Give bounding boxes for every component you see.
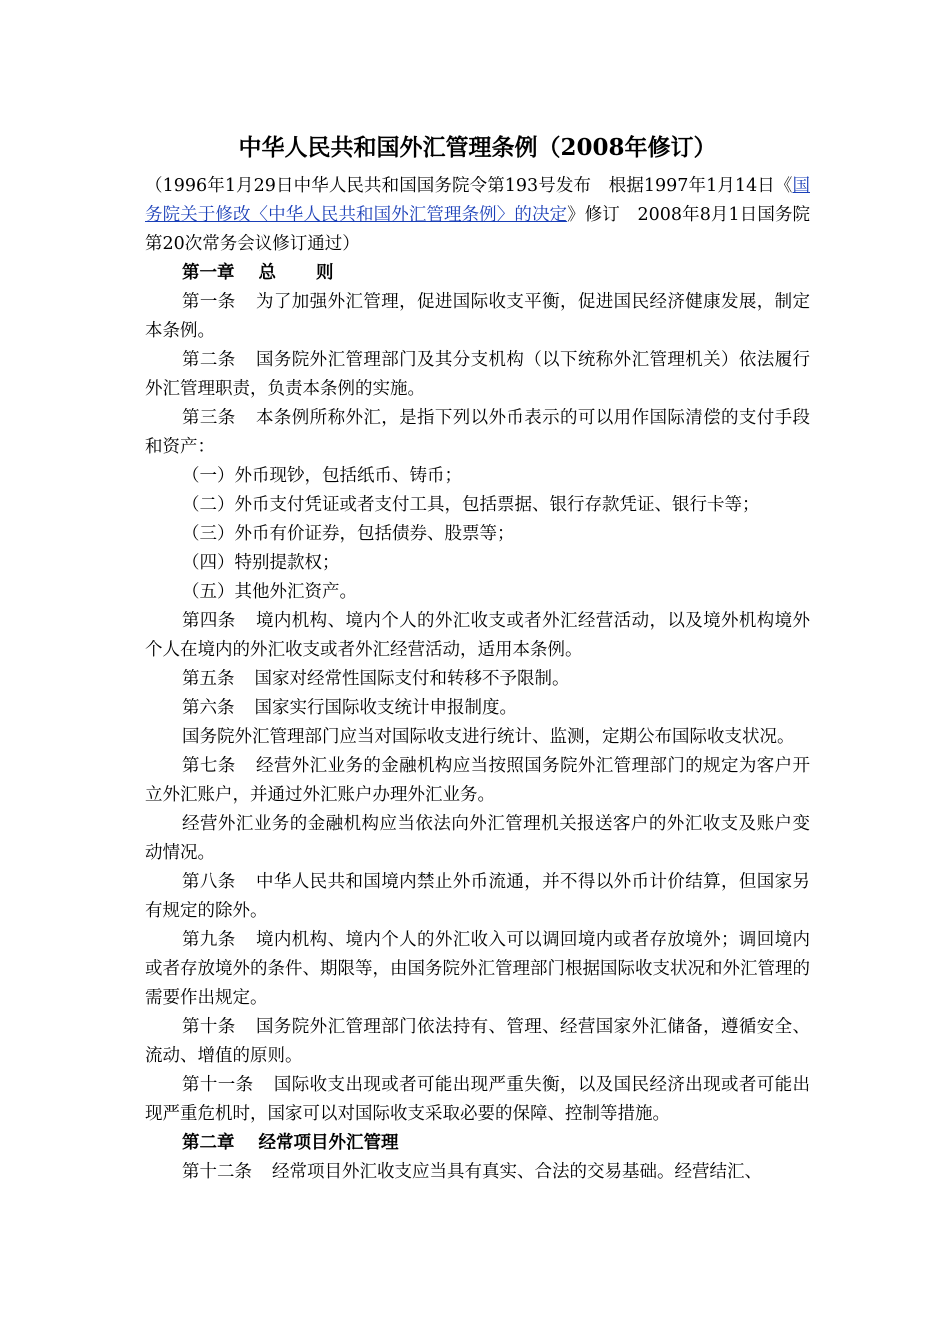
- article-number: 第七条: [182, 756, 236, 776]
- article-number: 第十一条: [182, 1075, 254, 1095]
- chapter-number: 第二章: [182, 1133, 235, 1153]
- article-number: 第六条: [182, 698, 235, 718]
- preamble-text-start: （1996年1月29日中华人民共和国国务院令第193号发布 根据1997年1月14日《: [145, 176, 793, 196]
- chapter-title-part: 则: [316, 263, 334, 283]
- article-number: 第二条: [182, 350, 236, 370]
- article-text: 国务院外汇管理部门依法持有、管理、经营国家外汇储备，遵循安全、流动、增值的原则。: [145, 1017, 811, 1066]
- article-10: [145, 1013, 810, 1071]
- article-6: [145, 694, 810, 723]
- article-text: 境内机构、境内个人的外汇收入可以调回境内或者存放境外；调回境内或者存放境外的条件、期限等，由国务院外汇管理部门根据国际收支状况和外汇管理的需要作出规定。: [145, 930, 811, 1008]
- article-text: 国家对经常性国际支付和转移不予限制。: [254, 669, 570, 689]
- article-12: [145, 1158, 810, 1187]
- article-number: 第五条: [182, 669, 235, 689]
- article-text: 为了加强外汇管理，促进国际收支平衡，促进国民经济健康发展，制定本条例。: [145, 292, 811, 341]
- article-5: [145, 665, 810, 694]
- article-number: 第十二条: [182, 1162, 252, 1182]
- article-text: 境内机构、境内个人的外汇收支或者外汇经营活动，以及境外机构境外个人在境内的外汇收支或者外汇经营活动，适用本条例。: [145, 611, 811, 660]
- article-number: 第八条: [182, 872, 236, 892]
- article-7: [145, 752, 810, 810]
- list-item: （三）外币有价证券，包括债券、股票等；: [182, 524, 515, 544]
- chapter-title-part: 总: [258, 263, 276, 283]
- article-number: 第四条: [182, 611, 236, 631]
- list-item: （二）外币支付凭证或者支付工具，包括票据、银行存款凭证、银行卡等；: [182, 495, 760, 515]
- article-11: [145, 1071, 810, 1129]
- preamble-text-end: 》修订 2008年8月1日国务院第20次常务会议修订通过）: [145, 205, 810, 254]
- article-7-paragraph-2: 经营外汇业务的金融机构应当依法向外汇管理机关报送客户的外汇收支及账户变动情况。: [145, 814, 810, 863]
- article-4: [145, 607, 810, 665]
- article-text: 国际收支出现或者可能出现严重失衡，以及国民经济出现或者可能出现严重危机时，国家可以对国际收支采取必要的保障、控制等措施。: [145, 1075, 810, 1124]
- chapter-1-heading: [145, 259, 810, 288]
- chapter-2-heading: [145, 1129, 810, 1158]
- article-text: 国务院外汇管理部门及其分支机构（以下统称外汇管理机关）依法履行外汇管理职责，负责本条例的实施。: [145, 350, 811, 399]
- article-number: 第十条: [182, 1017, 236, 1037]
- preamble: [145, 172, 810, 259]
- chapter-title: 经常项目外汇管理: [258, 1133, 399, 1153]
- article-9: [145, 926, 810, 1013]
- article-number: 第一条: [182, 292, 236, 312]
- document-title: 中华人民共和国外汇管理条例（2008年修订）: [238, 134, 717, 161]
- article-number: 第三条: [182, 408, 236, 428]
- list-item: （一）外币现钞，包括纸币、铸币；: [182, 466, 462, 486]
- list-item: （四）特别提款权；: [182, 553, 340, 573]
- article-text: 经常项目外汇收支应当具有真实、合法的交易基础。经营结汇、: [272, 1162, 762, 1182]
- amendment-decision-link[interactable]: 国务院关于修改〈中华人民共和国外汇管理条例〉的决定: [145, 176, 810, 225]
- article-8: [145, 868, 810, 926]
- article-text: 中华人民共和国境内禁止外币流通，并不得以外币计价结算，但国家另有规定的除外。: [145, 872, 811, 921]
- list-item: （五）其他外汇资产。: [182, 582, 357, 602]
- article-number: 第九条: [182, 930, 236, 950]
- article-text: 经营外汇业务的金融机构应当按照国务院外汇管理部门的规定为客户开立外汇账户，并通过外汇账户办理外汇业务。: [145, 756, 811, 805]
- article-2: [145, 346, 810, 404]
- document-page: [145, 128, 810, 1187]
- article-6-paragraph-2: 国务院外汇管理部门应当对国际收支进行统计、监测，定期公布国际收支状况。: [182, 727, 795, 747]
- article-text: 国家实行国际收支统计申报制度。: [254, 698, 517, 718]
- article-3: [145, 404, 810, 462]
- article-1: [145, 288, 810, 346]
- chapter-number: 第一章: [182, 263, 235, 283]
- article-text: 本条例所称外汇，是指下列以外币表示的可以用作国际清偿的支付手段和资产：: [145, 408, 811, 457]
